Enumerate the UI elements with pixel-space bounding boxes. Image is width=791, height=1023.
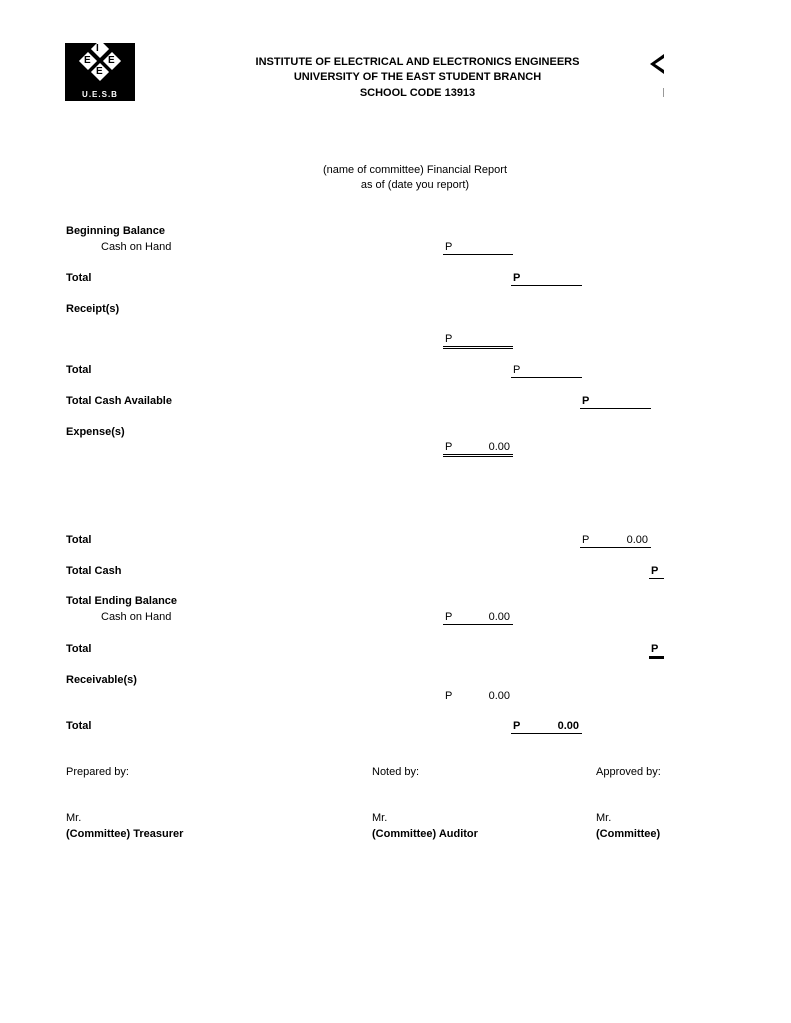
receivables-label: Receivable(s) [66, 674, 137, 686]
currency-symbol: P [651, 565, 659, 577]
ieee-uesb-logo [65, 43, 135, 101]
logo-letter-e-bottom: E [96, 66, 103, 77]
currency-symbol: P [445, 241, 453, 253]
approved-by-label: Approved by: [596, 766, 661, 778]
org-name: INSTITUTE OF ELECTRICAL AND ELECTRONICS ENGINEERS [255, 56, 580, 68]
ieee-diamond-logo-right [650, 52, 664, 76]
auditor-role: (Committee) Auditor [372, 828, 478, 840]
cash-on-hand-label: Cash on Hand [101, 241, 172, 253]
report-date: as of (date you report) [360, 179, 470, 191]
currency-symbol: P [513, 364, 521, 376]
treasurer-role: (Committee) Treasurer [66, 828, 184, 840]
currency-symbol: P [582, 534, 590, 546]
total-cash-cell [649, 565, 664, 579]
receivables-total-cell [511, 720, 582, 734]
total-label: Total [66, 272, 92, 284]
expenses-cell [443, 441, 513, 457]
receivables-amount: 0.00 [488, 690, 510, 702]
total-label: Total [66, 534, 92, 546]
approver-name: Mr. [596, 812, 612, 824]
currency-symbol: P [445, 333, 453, 345]
receipts-cell [443, 333, 513, 349]
total-cash-available-label: Total Cash Available [66, 395, 172, 407]
branch-name: UNIVERSITY OF THE EAST STUDENT BRANCH [293, 71, 542, 83]
logo-letter-e-right: E [108, 55, 115, 66]
ending-cash-on-hand-label: Cash on Hand [101, 611, 172, 623]
currency-symbol: P [445, 690, 453, 702]
total-ending-balance-label: Total Ending Balance [66, 595, 178, 607]
currency-symbol: P [513, 720, 521, 732]
currency-symbol: P [582, 395, 590, 407]
beginning-balance-label: Beginning Balance [66, 225, 166, 237]
receivables-total-amount: 0.00 [557, 720, 579, 732]
prepared-by-label: Prepared by: [66, 766, 129, 778]
expenses-total-cell [580, 534, 651, 548]
noted-by-label: Noted by: [372, 766, 420, 778]
total-label: Total [66, 643, 92, 655]
receivables-cell [443, 690, 513, 703]
logo-text: U.E.S.B [82, 90, 118, 99]
receipts-label: Receipt(s) [66, 303, 120, 315]
beginning-total-cell [511, 272, 582, 286]
ending-cash-cell [443, 611, 513, 625]
treasurer-name: Mr. [66, 812, 82, 824]
school-code: SCHOOL CODE 13913 [359, 87, 476, 99]
ending-cash-amount: 0.00 [488, 611, 510, 623]
expenses-label: Expense(s) [66, 426, 125, 438]
report-title: (name of committee) Financial Report [322, 164, 507, 176]
auditor-name: Mr. [372, 812, 388, 824]
total-cash-available-cell [580, 395, 651, 409]
currency-symbol: P [445, 611, 453, 623]
approver-role: (Committee) [596, 828, 661, 840]
total-cash-label: Total Cash [66, 565, 122, 577]
receipts-total-cell [511, 364, 582, 378]
currency-symbol: P [513, 272, 521, 284]
logo-letter-e-left: E [84, 55, 91, 66]
total-label: Total [66, 720, 92, 732]
right-logo-tick [663, 88, 664, 97]
currency-symbol: P [651, 643, 659, 655]
logo-letter-i: I [96, 43, 99, 54]
expenses-amount: 0.00 [488, 441, 510, 453]
expenses-total-amount: 0.00 [626, 534, 648, 546]
beginning-cash-cell [443, 241, 513, 255]
total-label: Total [66, 364, 92, 376]
currency-symbol: P [445, 441, 453, 453]
ending-total-cell [649, 643, 664, 659]
